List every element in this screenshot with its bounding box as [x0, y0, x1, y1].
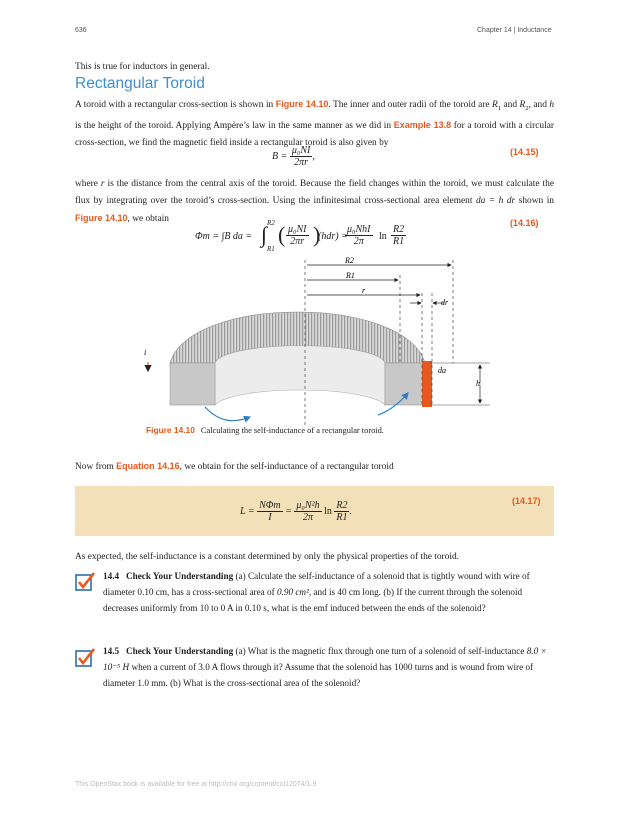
chapter-header: Chapter 14 | Inductance — [477, 27, 552, 34]
da-strip — [422, 361, 432, 407]
label-r: r — [362, 286, 366, 295]
figure-caption: Figure 14.10 Calculating the self-inductance of a rectangular toroid. — [146, 425, 384, 435]
equation-number: (14.15) — [510, 147, 539, 157]
intro-line: This is true for inductors in general. — [75, 62, 210, 72]
check-understanding-14-5: 14.5 Check Your Understanding (a) What is the magnetic flux through one turn of a solenoid of self-inductance 8.0 × 10⁻⁵ H when a current of 3.0 A flows through it? Assume that the solenoid has 1000 turns and is wound from wire of diameter 1.0 mm. (b) What is the cross-sectional area of the solenoid? — [103, 646, 547, 688]
paragraph-3: Now from Equation 14.16, we obtain for the self-inductance of a rectangular toroid — [75, 461, 394, 472]
figure-link[interactable]: Figure 14.10 — [275, 99, 329, 109]
cross-section-right — [385, 363, 425, 405]
label-h: h — [476, 379, 480, 388]
checkbox-icon — [75, 572, 95, 591]
equation-number: (14.16) — [510, 218, 539, 228]
label-R1: R1 — [346, 271, 355, 280]
footer-text: This OpenStax book is available for free at http://cnx.org/content/col12074/1.9 — [75, 781, 317, 788]
label-dr: dr — [441, 298, 449, 307]
paragraph-1: A toroid with a rectangular cross-section is shown in Figure 14.10. The inner and outer radii of the toroid are $R_1$ and $R_2$, and h is the height of the toroid. Applying Ampère’s law in the same manner as we did in Example 13.8 for a toroid with a circular cross-section, we find the magnetic field inside a rectangular toroid is also given by — [75, 99, 555, 148]
equation-14-15: B = $\frac{\text{μ₀NI}}{2\pi r}$ , — [272, 145, 315, 168]
paragraph-4: As expected, the self-inductance is a constant determined by only the physical properties of the toroid. — [75, 552, 459, 562]
checkbox-icon — [75, 648, 95, 667]
equation-link[interactable]: Equation 14.16 — [116, 461, 180, 471]
label-da: da — [438, 366, 446, 375]
cross-section-left — [170, 363, 215, 405]
equation-14-16: Φm = ∫B da = ∫ R2 R1 ( $\frac{\text{μ₀NI}}{2\pi r}$ ) (hdr) = μ₀NhI 2π ln $\frac{R2}{R1}$ — [195, 219, 405, 253]
toroid-inner-wall — [215, 346, 385, 405]
example-link[interactable]: Example 13.8 — [393, 119, 452, 130]
label-i: i — [144, 348, 147, 357]
equation-14-17: L = $\frac{\text{NΦm}}{I}$ = $\frac{\text{μ₀N²h}}{2\pi}$ ln $\frac{R2}{R1}$ . — [240, 500, 352, 523]
check-understanding-14-4: 14.4 Check Your Understanding (a) Calculate the self-inductance of a solenoid that is tightly wound with wire of diameter 0.10 cm, has a cross-sectional area of 0.90 cm², and is 40 cm long. (b) If the current through the solenoid decreases uniformly from 10 to 0 A in 0.10 s, what is the emf induced between the ends of the solenoid? — [103, 571, 530, 613]
equation-number: (14.17) — [512, 496, 541, 506]
toroid-figure — [140, 255, 500, 425]
label-R2: R2 — [345, 256, 354, 265]
paragraph-2: where r is the distance from the central axis of the toroid. Because the field changes within the toroid, we must calculate the flux by integrating over the toroid’s cross-section. Using the infinitesimal cross-sectional area element da = h dr shown in Figure 14.10, we obtain — [75, 179, 554, 224]
page-number: 636 — [75, 27, 87, 34]
figure-link[interactable]: Figure 14.10 — [75, 213, 128, 223]
section-title: Rectangular Toroid — [75, 75, 205, 92]
